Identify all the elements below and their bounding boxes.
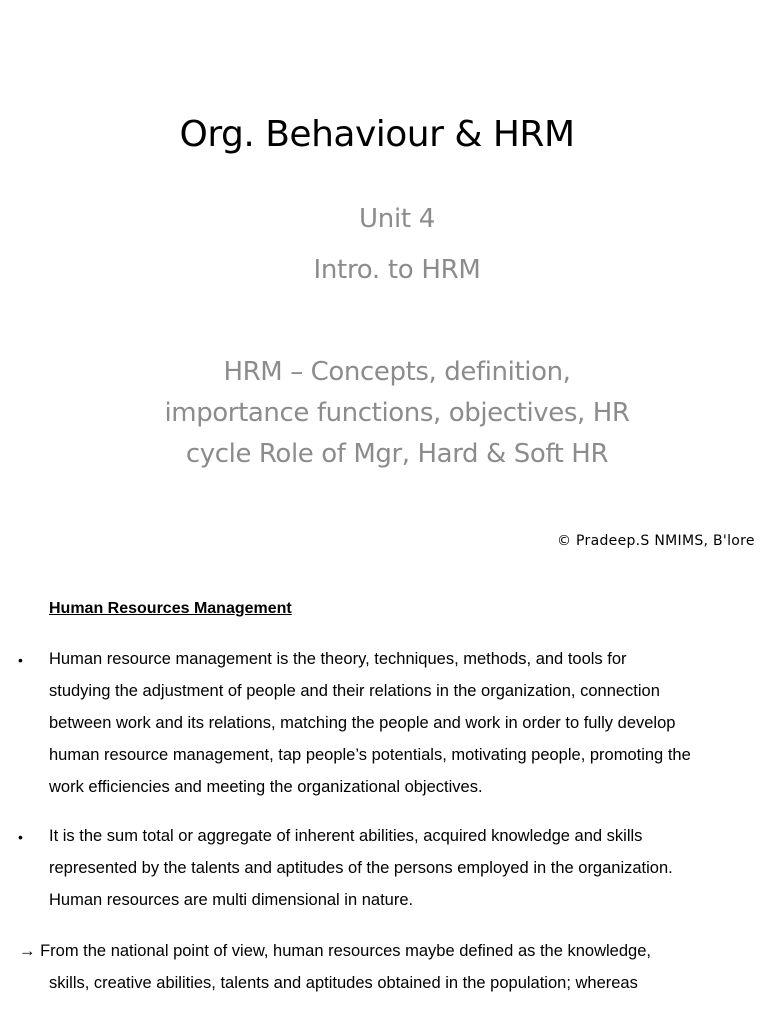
slide-title: Org. Behaviour & HRM <box>179 114 575 155</box>
bullet-icon: • <box>18 652 23 668</box>
slide-topic-line: cycle Role of Mgr, Hard & Soft HR <box>185 439 609 469</box>
slide-topic-line: importance functions, objectives, HR <box>164 398 630 428</box>
paragraph-line: It is the sum total or aggregate of inherent abilities, acquired knowledge and skills <box>49 827 643 845</box>
section-heading: Human Resources Management <box>49 600 292 617</box>
arrow-symbol: → <box>19 942 36 960</box>
paragraph-line: From the national point of view, human resources maybe defined as the knowledge, <box>40 942 651 960</box>
slide-intro: Intro. to HRM <box>313 255 481 285</box>
slide-topics <box>0 352 768 475</box>
arrow-icon <box>19 942 651 961</box>
paragraph-line: studying the adjustment of people and their relations in the organization, connection <box>49 682 660 700</box>
paragraph-line: Human resources are multi dimensional in nature. <box>49 891 414 909</box>
slide-topic-line: HRM – Concepts, definition, <box>223 357 571 387</box>
bullet-icon: • <box>18 829 23 845</box>
paragraph-line: work efficiencies and meeting the organizational objectives. <box>49 778 483 796</box>
paragraph-line: represented by the talents and aptitudes of the persons employed in the organization. <box>49 859 673 877</box>
paragraph-line: human resource management, tap people’s potentials, motivating people, promoting the <box>49 746 691 764</box>
paragraph-line: Human resource management is the theory, techniques, methods, and tools for <box>49 650 627 668</box>
paragraph-line: skills, creative abilities, talents and aptitudes obtained in the population; whereas <box>49 974 638 992</box>
copyright-notice: © Pradeep.S NMIMS, B'lore <box>557 533 755 549</box>
slide-unit: Unit 4 <box>359 204 435 234</box>
paragraph-line: between work and its relations, matching the people and work in order to fully develop <box>49 714 676 732</box>
